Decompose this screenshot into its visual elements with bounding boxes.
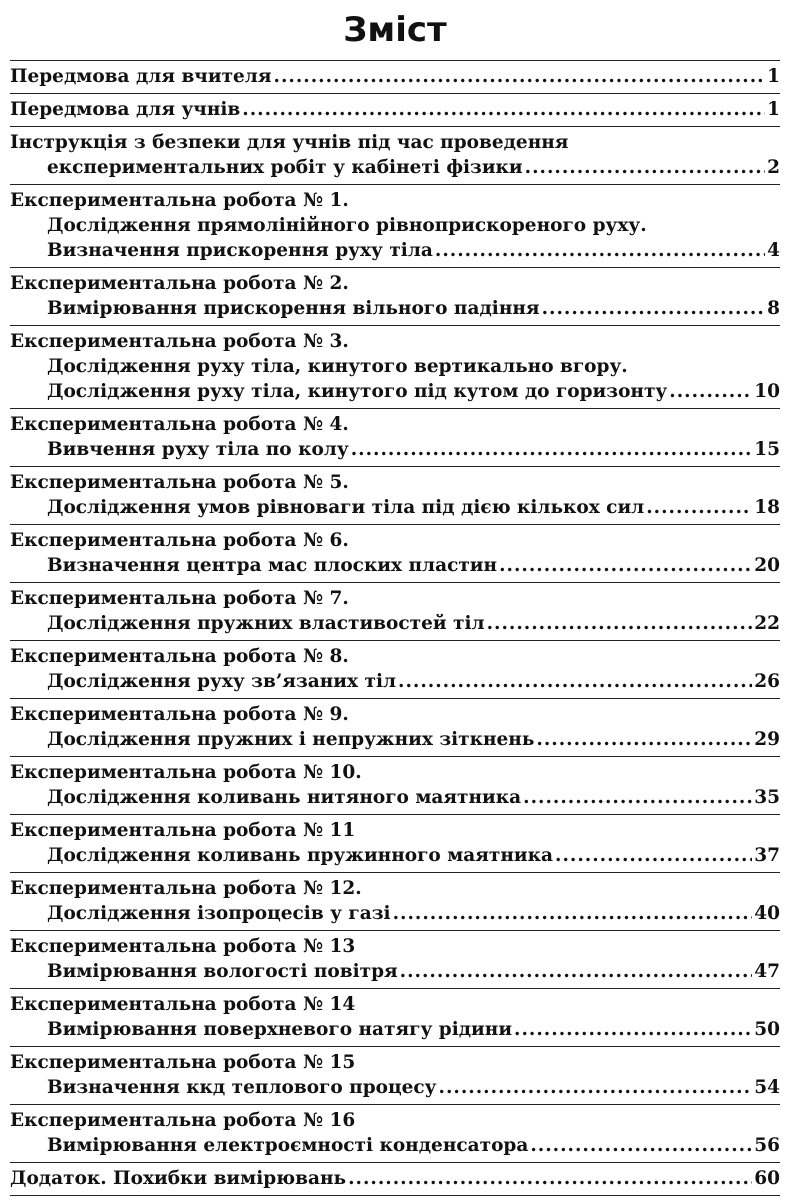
dot-leader — [351, 437, 753, 462]
page-number: 20 — [754, 555, 780, 576]
toc-entry-text: Дослідження ізопроцесів у газі — [47, 903, 391, 924]
dot-leader — [487, 611, 753, 636]
page-number: 56 — [754, 1135, 780, 1156]
toc-entry-heading — [10, 188, 780, 213]
toc-entry-subtitle — [10, 495, 780, 520]
page-title: Зміст — [343, 10, 447, 50]
toc-entry-heading — [10, 528, 780, 553]
toc-entry-text: Дослідження прямолінійного рівноприскореного руху. — [47, 215, 647, 236]
toc-entry — [10, 325, 780, 408]
toc-entry-subtitle — [10, 1133, 780, 1158]
dot-leader — [274, 64, 766, 89]
page-number: 50 — [754, 1019, 780, 1040]
toc-entry-text: Дослідження пружних властивостей тіл — [47, 613, 485, 634]
page-number: 40 — [754, 903, 780, 924]
toc-entry-text: Експериментальна робота № 11 — [10, 820, 356, 841]
page-number: 10 — [754, 381, 780, 402]
toc-entry-subtitle — [10, 727, 780, 752]
page-number: 35 — [754, 787, 780, 808]
toc-entry-text: Експериментальна робота № 12. — [10, 878, 362, 899]
toc-entry — [10, 756, 780, 814]
toc-entry-heading — [10, 1166, 780, 1191]
toc-entry-text: Експериментальна робота № 10. — [10, 762, 362, 783]
toc-entry-heading — [10, 818, 780, 843]
dot-leader — [555, 843, 752, 868]
dot-leader — [439, 1075, 753, 1100]
toc-entry — [10, 1046, 780, 1104]
toc-entry-text: Визначення ккд теплового процесу — [47, 1077, 437, 1098]
dot-leader — [536, 727, 752, 752]
toc-entry — [10, 408, 780, 466]
toc-entry — [10, 930, 780, 988]
toc-entry-text: Експериментальна робота № 5. — [10, 472, 349, 493]
toc-entry — [10, 524, 780, 582]
page-number: 47 — [754, 961, 780, 982]
toc-entry-subtitle — [10, 843, 780, 868]
dot-leader — [398, 669, 752, 694]
toc-entry-text: Експериментальна робота № 16 — [10, 1110, 356, 1131]
dot-leader — [393, 901, 753, 926]
toc-entry-text: Експериментальна робота № 8. — [10, 646, 349, 667]
toc-entry — [10, 640, 780, 698]
toc-entry-subtitle — [10, 553, 780, 578]
toc-entry-heading — [10, 470, 780, 495]
dot-leader — [646, 495, 752, 520]
toc-entry-heading — [10, 130, 780, 155]
page-number: 60 — [754, 1168, 780, 1189]
toc-entry-text: Експериментальна робота № 9. — [10, 704, 349, 725]
dot-leader — [400, 959, 753, 984]
toc-entry-text: експериментальних робіт у кабінеті фізики — [47, 157, 523, 178]
toc-entry-subtitle — [10, 213, 780, 238]
toc-entry-text: Додаток. Похибки вимірювань — [10, 1168, 347, 1189]
page-number: 18 — [754, 497, 780, 518]
toc-entry-subtitle — [10, 1075, 780, 1100]
toc-entry-text: Дослідження руху тіла, кинутого під кутом до горизонту — [47, 381, 668, 402]
toc-entry — [10, 466, 780, 524]
toc-entry-heading — [10, 702, 780, 727]
toc-entry-subtitle — [10, 669, 780, 694]
toc-entry-text: Вимірювання прискорення вільного падіння — [47, 298, 540, 319]
dot-leader — [499, 553, 752, 578]
toc-entry-text: Експериментальна робота № 6. — [10, 530, 349, 551]
toc-entry-heading — [10, 1108, 780, 1133]
toc-entry-heading — [10, 412, 780, 437]
page-number: 15 — [754, 439, 780, 460]
toc-entry-subtitle — [10, 296, 780, 321]
toc-entry-text: Інструкція з безпеки для учнів під час проведення — [10, 132, 569, 153]
toc-entry-heading — [10, 586, 780, 611]
toc-entry-heading — [10, 934, 780, 959]
toc-entry-text: Визначення прискорення руху тіла — [47, 240, 433, 261]
page-number: 2 — [767, 157, 780, 178]
toc-entry-text: Дослідження руху зв’язаних тіл — [47, 671, 397, 692]
toc-entry-heading — [10, 992, 780, 1017]
toc-entry — [10, 126, 780, 184]
toc-entry-text: Вимірювання електроємності конденсатора — [47, 1135, 529, 1156]
dot-leader — [514, 1017, 752, 1042]
toc-entry-heading — [10, 271, 780, 296]
toc-entry — [10, 988, 780, 1046]
toc-entry-heading — [10, 876, 780, 901]
toc-entry-text: Експериментальна робота № 2. — [10, 273, 349, 294]
page-number: 29 — [754, 729, 780, 750]
toc-entry-heading — [10, 644, 780, 669]
toc-entry-text: Експериментальна робота № 13 — [10, 936, 356, 957]
toc-entry-text: Дослідження коливань пружинного маятника — [47, 845, 553, 866]
toc-entry — [10, 582, 780, 640]
toc-entry-heading — [10, 97, 780, 122]
toc-entry-text: Вимірювання поверхневого натягу рідини — [47, 1019, 513, 1040]
page-number: 1 — [767, 66, 780, 87]
toc-entry-text: Експериментальна робота № 1. — [10, 190, 349, 211]
toc-entry-subtitle — [10, 238, 780, 263]
toc-entry-text: Вивчення руху тіла по колу — [47, 439, 349, 460]
dot-leader — [525, 155, 765, 180]
toc-entry-text: Дослідження коливань нитяного маятника — [47, 787, 522, 808]
dot-leader — [523, 785, 752, 810]
page-number: 4 — [767, 240, 780, 261]
toc-entry-heading — [10, 64, 780, 89]
dot-leader — [435, 238, 765, 263]
toc-entry — [10, 93, 780, 126]
toc-entry-subtitle — [10, 901, 780, 926]
toc-entry-text: Вимірювання вологості повітря — [47, 961, 398, 982]
toc-entry-text: Експериментальна робота № 3. — [10, 331, 349, 352]
toc-entry-text: Дослідження пружних і непружних зіткнень — [47, 729, 535, 750]
toc-entry — [10, 814, 780, 872]
toc-entry-text: Дослідження руху тіла, кинутого вертикально вгору. — [47, 356, 628, 377]
toc-entry-subtitle — [10, 379, 780, 404]
dot-leader — [669, 379, 752, 404]
dot-leader — [242, 97, 765, 122]
toc-entry-subtitle — [10, 155, 780, 180]
toc-entry — [10, 1104, 780, 1162]
toc-entry-heading — [10, 1050, 780, 1075]
dot-leader — [530, 1133, 752, 1158]
page-number: 54 — [754, 1077, 780, 1098]
toc-entry-subtitle — [10, 437, 780, 462]
toc-entry — [10, 60, 780, 93]
page-number: 8 — [767, 298, 780, 319]
toc-entry-subtitle — [10, 354, 780, 379]
dot-leader — [348, 1166, 752, 1191]
toc-entry-text: Визначення центра мас плоских пластин — [47, 555, 498, 576]
toc-entry-heading — [10, 760, 780, 785]
toc-entry — [10, 184, 780, 267]
toc-entry-heading — [10, 329, 780, 354]
toc-entry-text: Експериментальна робота № 14 — [10, 994, 356, 1015]
page-number: 22 — [754, 613, 780, 634]
toc-entry-text: Експериментальна робота № 7. — [10, 588, 349, 609]
toc-entry-subtitle — [10, 1017, 780, 1042]
toc-entry-text: Експериментальна робота № 15 — [10, 1052, 356, 1073]
toc-entry-subtitle — [10, 959, 780, 984]
toc-entry — [10, 1162, 780, 1196]
toc-entry — [10, 267, 780, 325]
table-of-contents — [10, 60, 780, 1196]
page-number: 1 — [767, 99, 780, 120]
toc-entry-text: Передмова для вчителя — [10, 66, 272, 87]
toc-entry — [10, 698, 780, 756]
toc-entry — [10, 872, 780, 930]
toc-entry-subtitle — [10, 785, 780, 810]
page-number: 26 — [754, 671, 780, 692]
dot-leader — [542, 296, 766, 321]
toc-entry-text: Дослідження умов рівноваги тіла під дією кількох сил — [47, 497, 645, 518]
toc-entry-text: Експериментальна робота № 4. — [10, 414, 349, 435]
page-number: 37 — [754, 845, 780, 866]
toc-entry-subtitle — [10, 611, 780, 636]
toc-entry-text: Передмова для учнів — [10, 99, 241, 120]
